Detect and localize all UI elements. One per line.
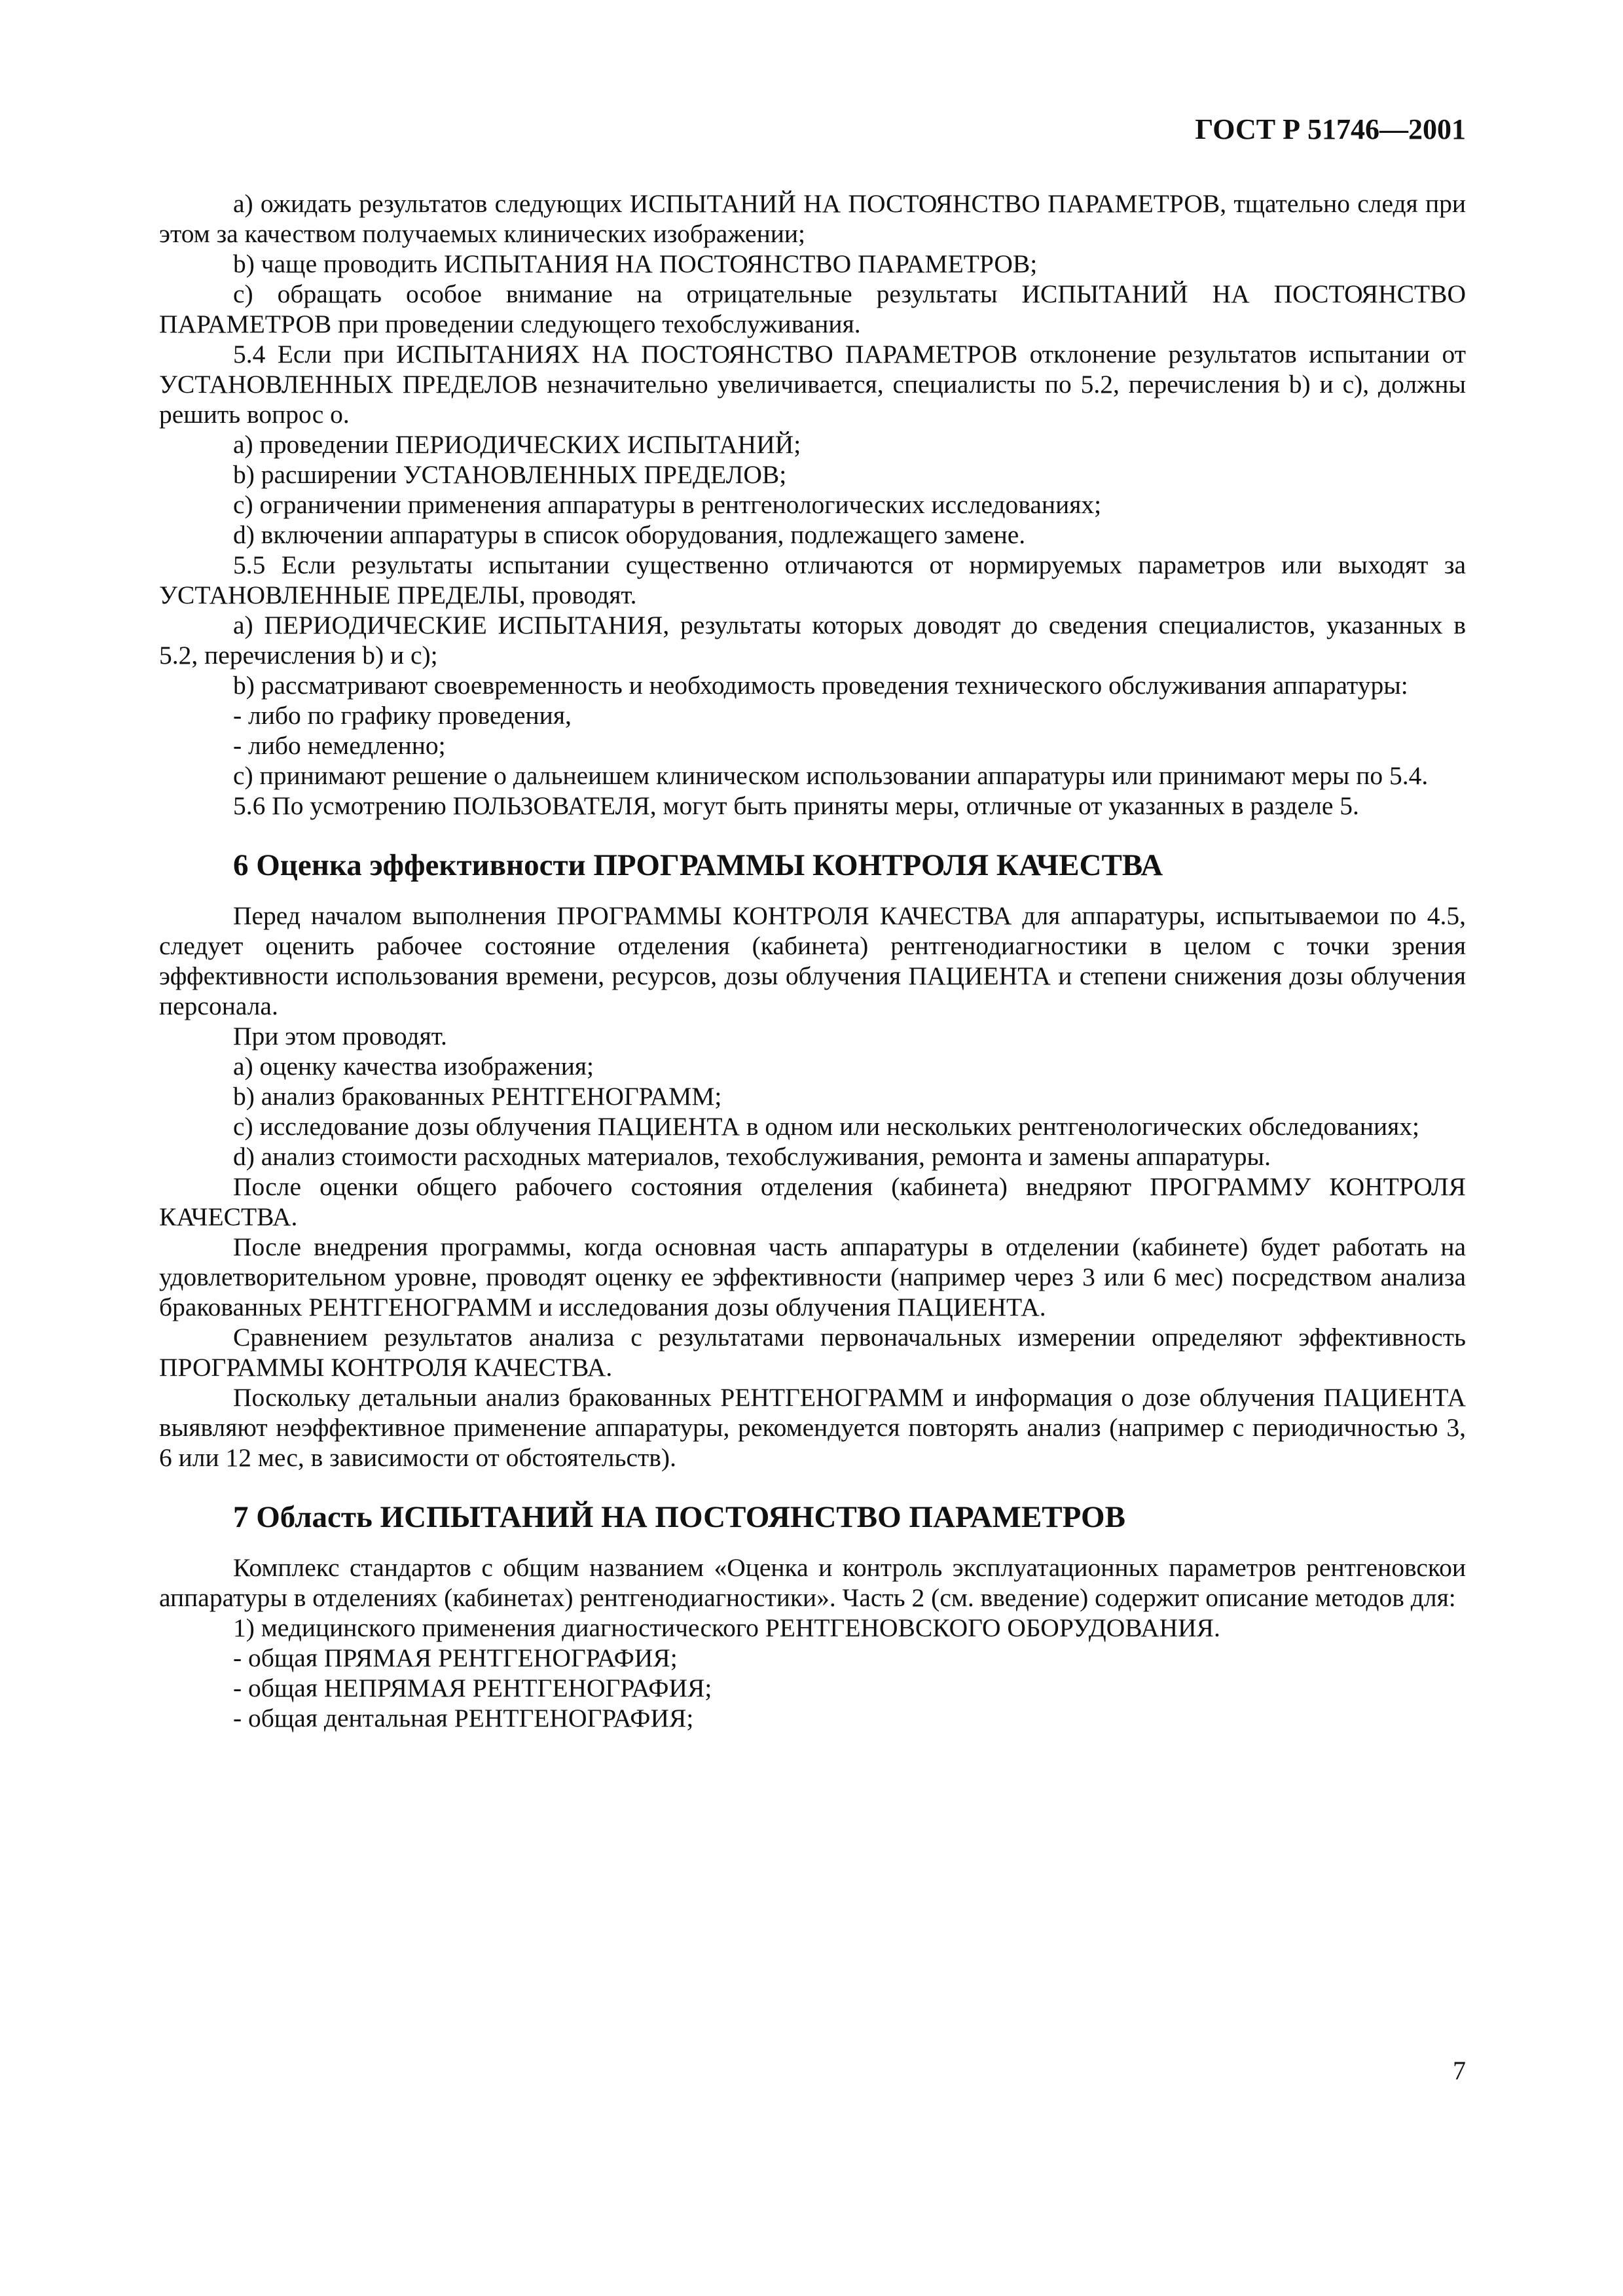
paragraph: b) анализ бракованных РЕНТГЕНОГРАММ; <box>233 1082 722 1111</box>
paragraph: Сравнением результатов анализа с результатами первоначальных измерении определяют эффективность ПРОГРАММЫ КОНТРОЛЯ КАЧЕСТВА. <box>159 1323 1466 1382</box>
paragraph: - общая НЕПРЯМАЯ РЕНТГЕНОГРАФИЯ; <box>233 1674 712 1702</box>
paragraph: a) оценку качества изображения; <box>233 1052 594 1081</box>
paragraph: d) включении аппаратуры в список оборудования, подлежащего замене. <box>233 520 1026 549</box>
paragraph: - общая ПРЯМАЯ РЕНТГЕНОГРАФИЯ; <box>233 1643 678 1672</box>
paragraph: c) ограничении применения аппаратуры в рентгенологических исследованиях; <box>233 490 1102 519</box>
paragraph: - либо по графику проведения, <box>233 701 572 730</box>
paragraph: b) расширении УСТАНОВЛЕННЫХ ПРЕДЕЛОВ; <box>233 460 787 489</box>
paragraph: После внедрения программы, когда основная часть аппаратуры в отделении (кабинете) будет работать на удовлетворительном уровне, проводят оценку ее эффективности (например через 3 или 6 мес) посредством анализа бракованных РЕНТГЕНОГРАММ и исследования дозы облучения ПАЦИЕНТА. <box>159 1232 1466 1321</box>
paragraph: c) обращать особое внимание на отрицательные результаты ИСПЫТАНИЙ НА ПОСТОЯНСТВО ПАРАМЕТРОВ при проведении следующего техобслуживания. <box>159 279 1466 338</box>
section-heading: 7 Область ИСПЫТАНИЙ НА ПОСТОЯНСТВО ПАРАМЕТРОВ <box>233 1500 1125 1534</box>
paragraph: c) исследование дозы облучения ПАЦИЕНТА в одном или нескольких рентгенологических обследованиях; <box>233 1112 1420 1141</box>
paragraph: a) проведении ПЕРИОДИЧЕСКИХ ИСПЫТАНИЙ; <box>233 430 801 459</box>
paragraph: a) ПЕРИОДИЧЕСКИЕ ИСПЫТАНИЯ, результаты которых доводят до сведения специалистов, указанных в 5.2, перечисления b) и c); <box>159 611 1466 670</box>
paragraph: 5.6 По усмотрению ПОЛЬЗОВАТЕЛЯ, могут быть приняты меры, отличные от указанных в разделе 5. <box>233 791 1359 820</box>
paragraph: Комплекс стандартов с общим названием «Оценка и контроль эксплуатационных параметров рентгеновскои аппаратуры в отделениях (кабинетах) рентгенодиагностики». Часть 2 (см. введение) содержит описание методов для: <box>159 1553 1466 1612</box>
paragraph: - либо немедленно; <box>233 731 446 760</box>
paragraph: После оценки общего рабочего состояния отделения (кабинета) внедряют ПРОГРАММУ КОНТРОЛЯ КАЧЕСТВА. <box>159 1172 1466 1231</box>
paragraph: c) принимают решение о дальнеишем клиническом использовании аппаратуры или принимают меры по 5.4. <box>233 761 1429 790</box>
paragraph: Перед началом выполнения ПРОГРАММЫ КОНТРОЛЯ КАЧЕСТВА для аппаратуры, испытываемои по 4.5, следует оценить рабочее состояние отделения (кабинета) рентгенодиагностики в целом с точки зрения эффективности использования времени, ресурсов, дозы облучения ПАЦИЕНТА и степени снижения дозы облучения персонала. <box>159 901 1466 1020</box>
paragraph: d) анализ стоимости расходных материалов, техобслуживания, ремонта и замены аппаратуры. <box>233 1142 1271 1171</box>
standard-header: ГОСТ Р 51746—2001 <box>1195 113 1466 145</box>
section-heading: 6 Оценка эффективности ПРОГРАММЫ КОНТРОЛЯ КАЧЕСТВА <box>233 848 1163 882</box>
paragraph: b) рассматривают своевременность и необходимость проведения технического обслуживания аппаратуры: <box>233 671 1408 700</box>
paragraph: - общая дентальная РЕНТГЕНОГРАФИЯ; <box>233 1704 694 1732</box>
paragraph: 1) медицинского применения диагностического РЕНТГЕНОВСКОГО ОБОРУДОВАНИЯ. <box>233 1613 1220 1642</box>
paragraph: b) чаще проводить ИСПЫТАНИЯ НА ПОСТОЯНСТВО ПАРАМЕТРОВ; <box>233 249 1038 278</box>
paragraph: a) ожидать результатов следующих ИСПЫТАНИЙ НА ПОСТОЯНСТВО ПАРАМЕТРОВ, тщательно следя при этом за качеством получаемых клинических изображении; <box>159 189 1466 248</box>
paragraph: При этом проводят. <box>233 1022 447 1050</box>
paragraph: Поскольку детальныи анализ бракованных РЕНТГЕНОГРАММ и информация о дозе облучения ПАЦИЕНТА выявляют неэффективное применение аппаратуры, рекомендуется повторять анализ (например с периодичностью 3, 6 или 12 мес, в зависимости от обстоятельств). <box>159 1383 1466 1472</box>
paragraph: 5.4 Если при ИСПЫТАНИЯХ НА ПОСТОЯНСТВО ПАРАМЕТРОВ отклонение результатов испытании от УСТАНОВЛЕННЫХ ПРЕДЕЛОВ незначительно увеличивается, специалисты по 5.2, перечисления b) и c), должны решить вопрос о. <box>159 340 1466 429</box>
body-text <box>159 188 1466 1733</box>
paragraph: 5.5 Если результаты испытании существенно отличаются от нормируемых параметров или выходят за УСТАНОВЛЕННЫЕ ПРЕДЕЛЫ, проводят. <box>159 550 1466 609</box>
page-number: 7 <box>1453 2056 1466 2085</box>
